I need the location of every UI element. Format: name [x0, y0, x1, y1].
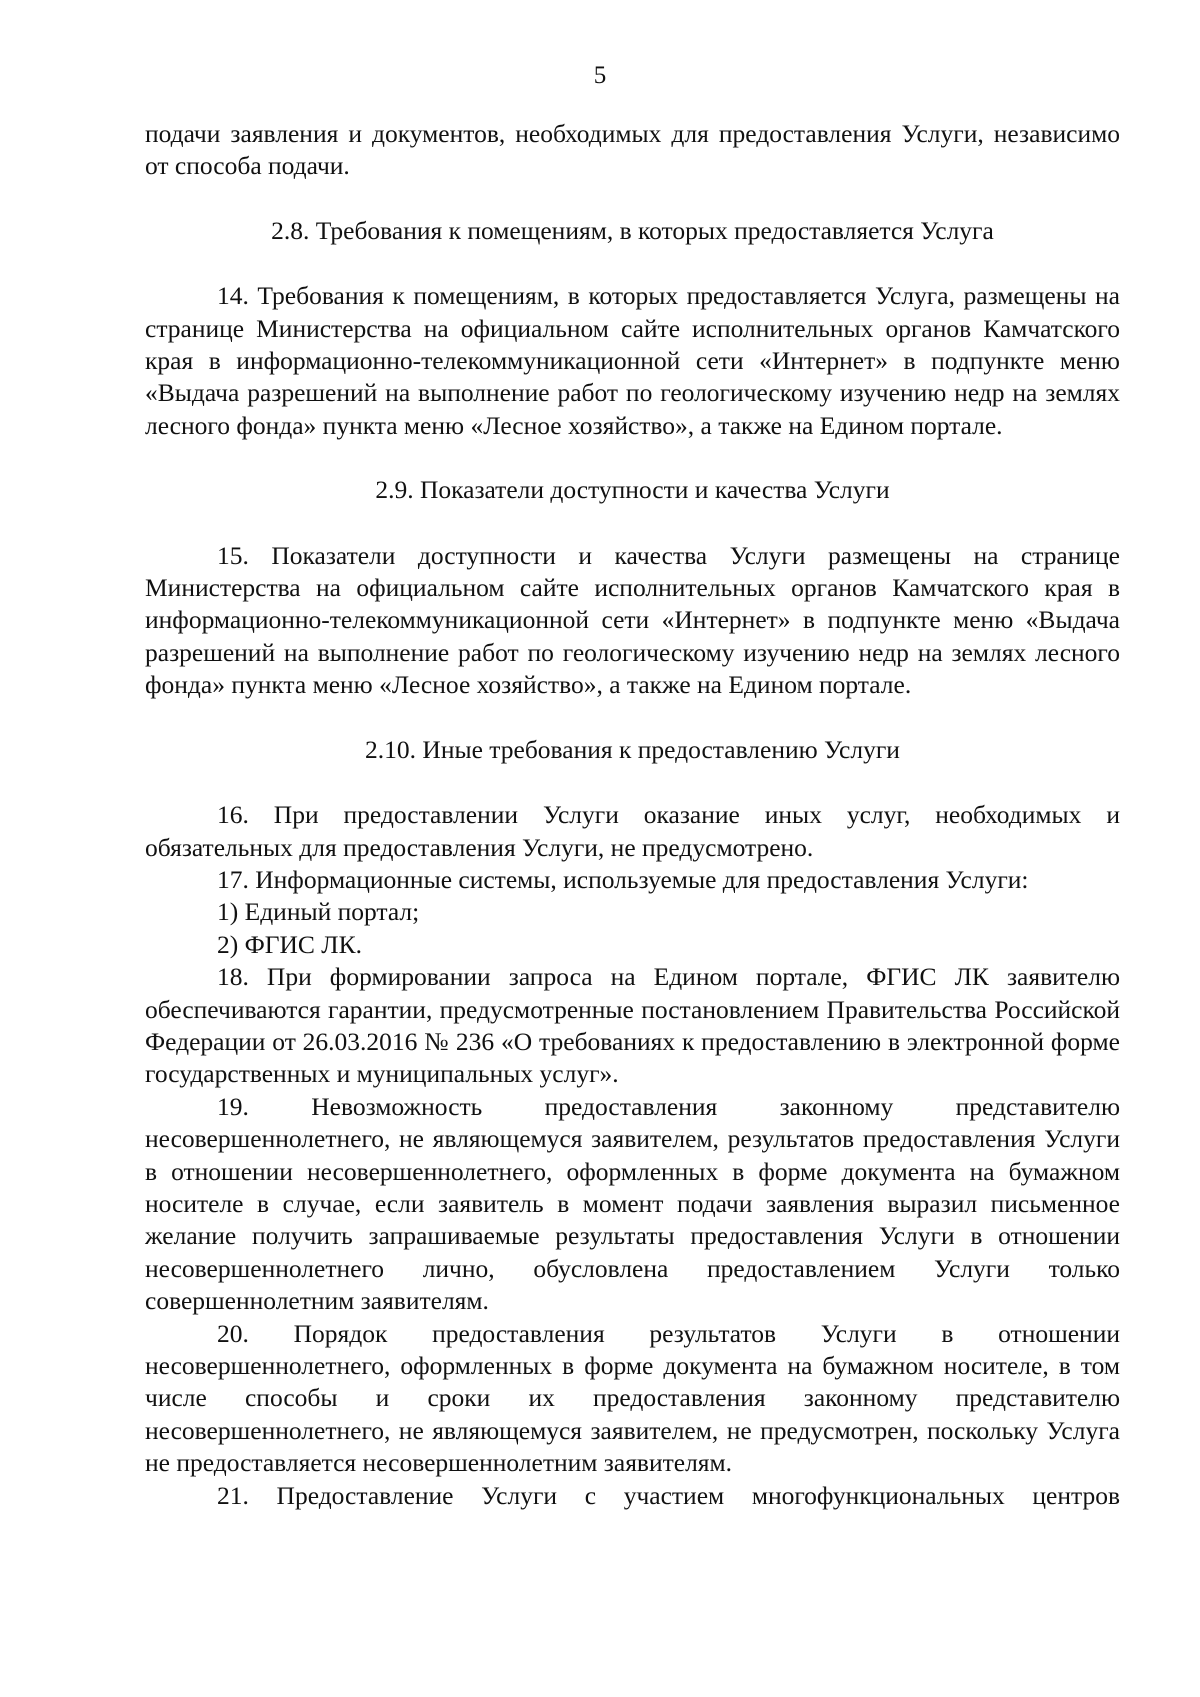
paragraph-17: 17. Информационные системы, используемые для предоставления Услуги:: [217, 864, 1029, 894]
paragraph-16: 16. При предоставлении Услуги оказание иных услуг, необходимых и обязательных для предоставления Услуги, не предусмотрено.: [145, 800, 1120, 862]
paragraph-18: 18. При формировании запроса на Едином портале, ФГИС ЛК заявителю обеспечиваются гарантии, предусмотренные постановлением Правительства Российской Федерации от 26.03.2016 № 236 «О требованиях к предоставлению в электронной форме государственных и муниципальных услуг».: [145, 962, 1120, 1089]
section-heading-2-9: 2.9. Показатели доступности и качества Услуги: [375, 475, 890, 505]
section-heading-2-10: 2.10. Иные требования к предоставлению Услуги: [365, 734, 900, 764]
page-number: 5: [593, 62, 607, 89]
paragraph-19: 19. Невозможность предоставления законному представителю несовершеннолетнего, не являющемуся заявителем, результатов предоставления Услуги в отношении несовершеннолетнего, оформленных в форме документа на бумажном носителе в случае, если заявитель в момент подачи заявления выразил письменное желание получить запрашиваемые результаты предоставления Услуги в отношении несовершеннолетнего лично, обусловлена предоставлением Услуги только совершеннолетним заявителям.: [145, 1091, 1120, 1316]
paragraph-continuation: подачи заявления и документов, необходимых для предоставления Услуги, независимо от способа подачи.: [145, 119, 1120, 181]
list-item-2: 2) ФГИС ЛК.: [217, 929, 362, 959]
paragraph-14: 14. Требования к помещениям, в которых предоставляется Услуга, размещены на странице Министерства на официальном сайте исполнительных органов Камчатского края в информационно-телекоммуникационной сети «Интернет» в подпункте меню «Выдача разрешений на выполнение работ по геологическому изучению недр на землях лесного фонда» пункта меню «Лесное хозяйство», а также на Едином портале.: [145, 281, 1120, 440]
paragraph-21: 21. Предоставление Услуги с участием многофункциональных центров: [217, 1480, 1120, 1510]
list-item-1: 1) Единый портал;: [217, 897, 420, 927]
paragraph-20: 20. Порядок предоставления результатов Услуги в отношении несовершеннолетнего, оформленных в форме документа на бумажном носителе, в том числе способы и сроки их предоставления законному представителю несовершеннолетнего, не являющемуся заявителем, не предусмотрен, поскольку Услуга не предоставляется несовершеннолетним заявителям.: [145, 1318, 1120, 1478]
section-heading-2-8: 2.8. Требования к помещениям, в которых предоставляется Услуга: [271, 215, 994, 245]
paragraph-15: 15. Показатели доступности и качества Услуги размещены на странице Министерства на официальном сайте исполнительных органов Камчатского края в информационно-телекоммуникационной сети «Интернет» в подпункте меню «Выдача разрешений на выполнение работ по геологическому изучению недр на землях лесного фонда» пункта меню «Лесное хозяйство», а также на Едином портале.: [145, 540, 1120, 700]
document-body: [145, 118, 1120, 1512]
